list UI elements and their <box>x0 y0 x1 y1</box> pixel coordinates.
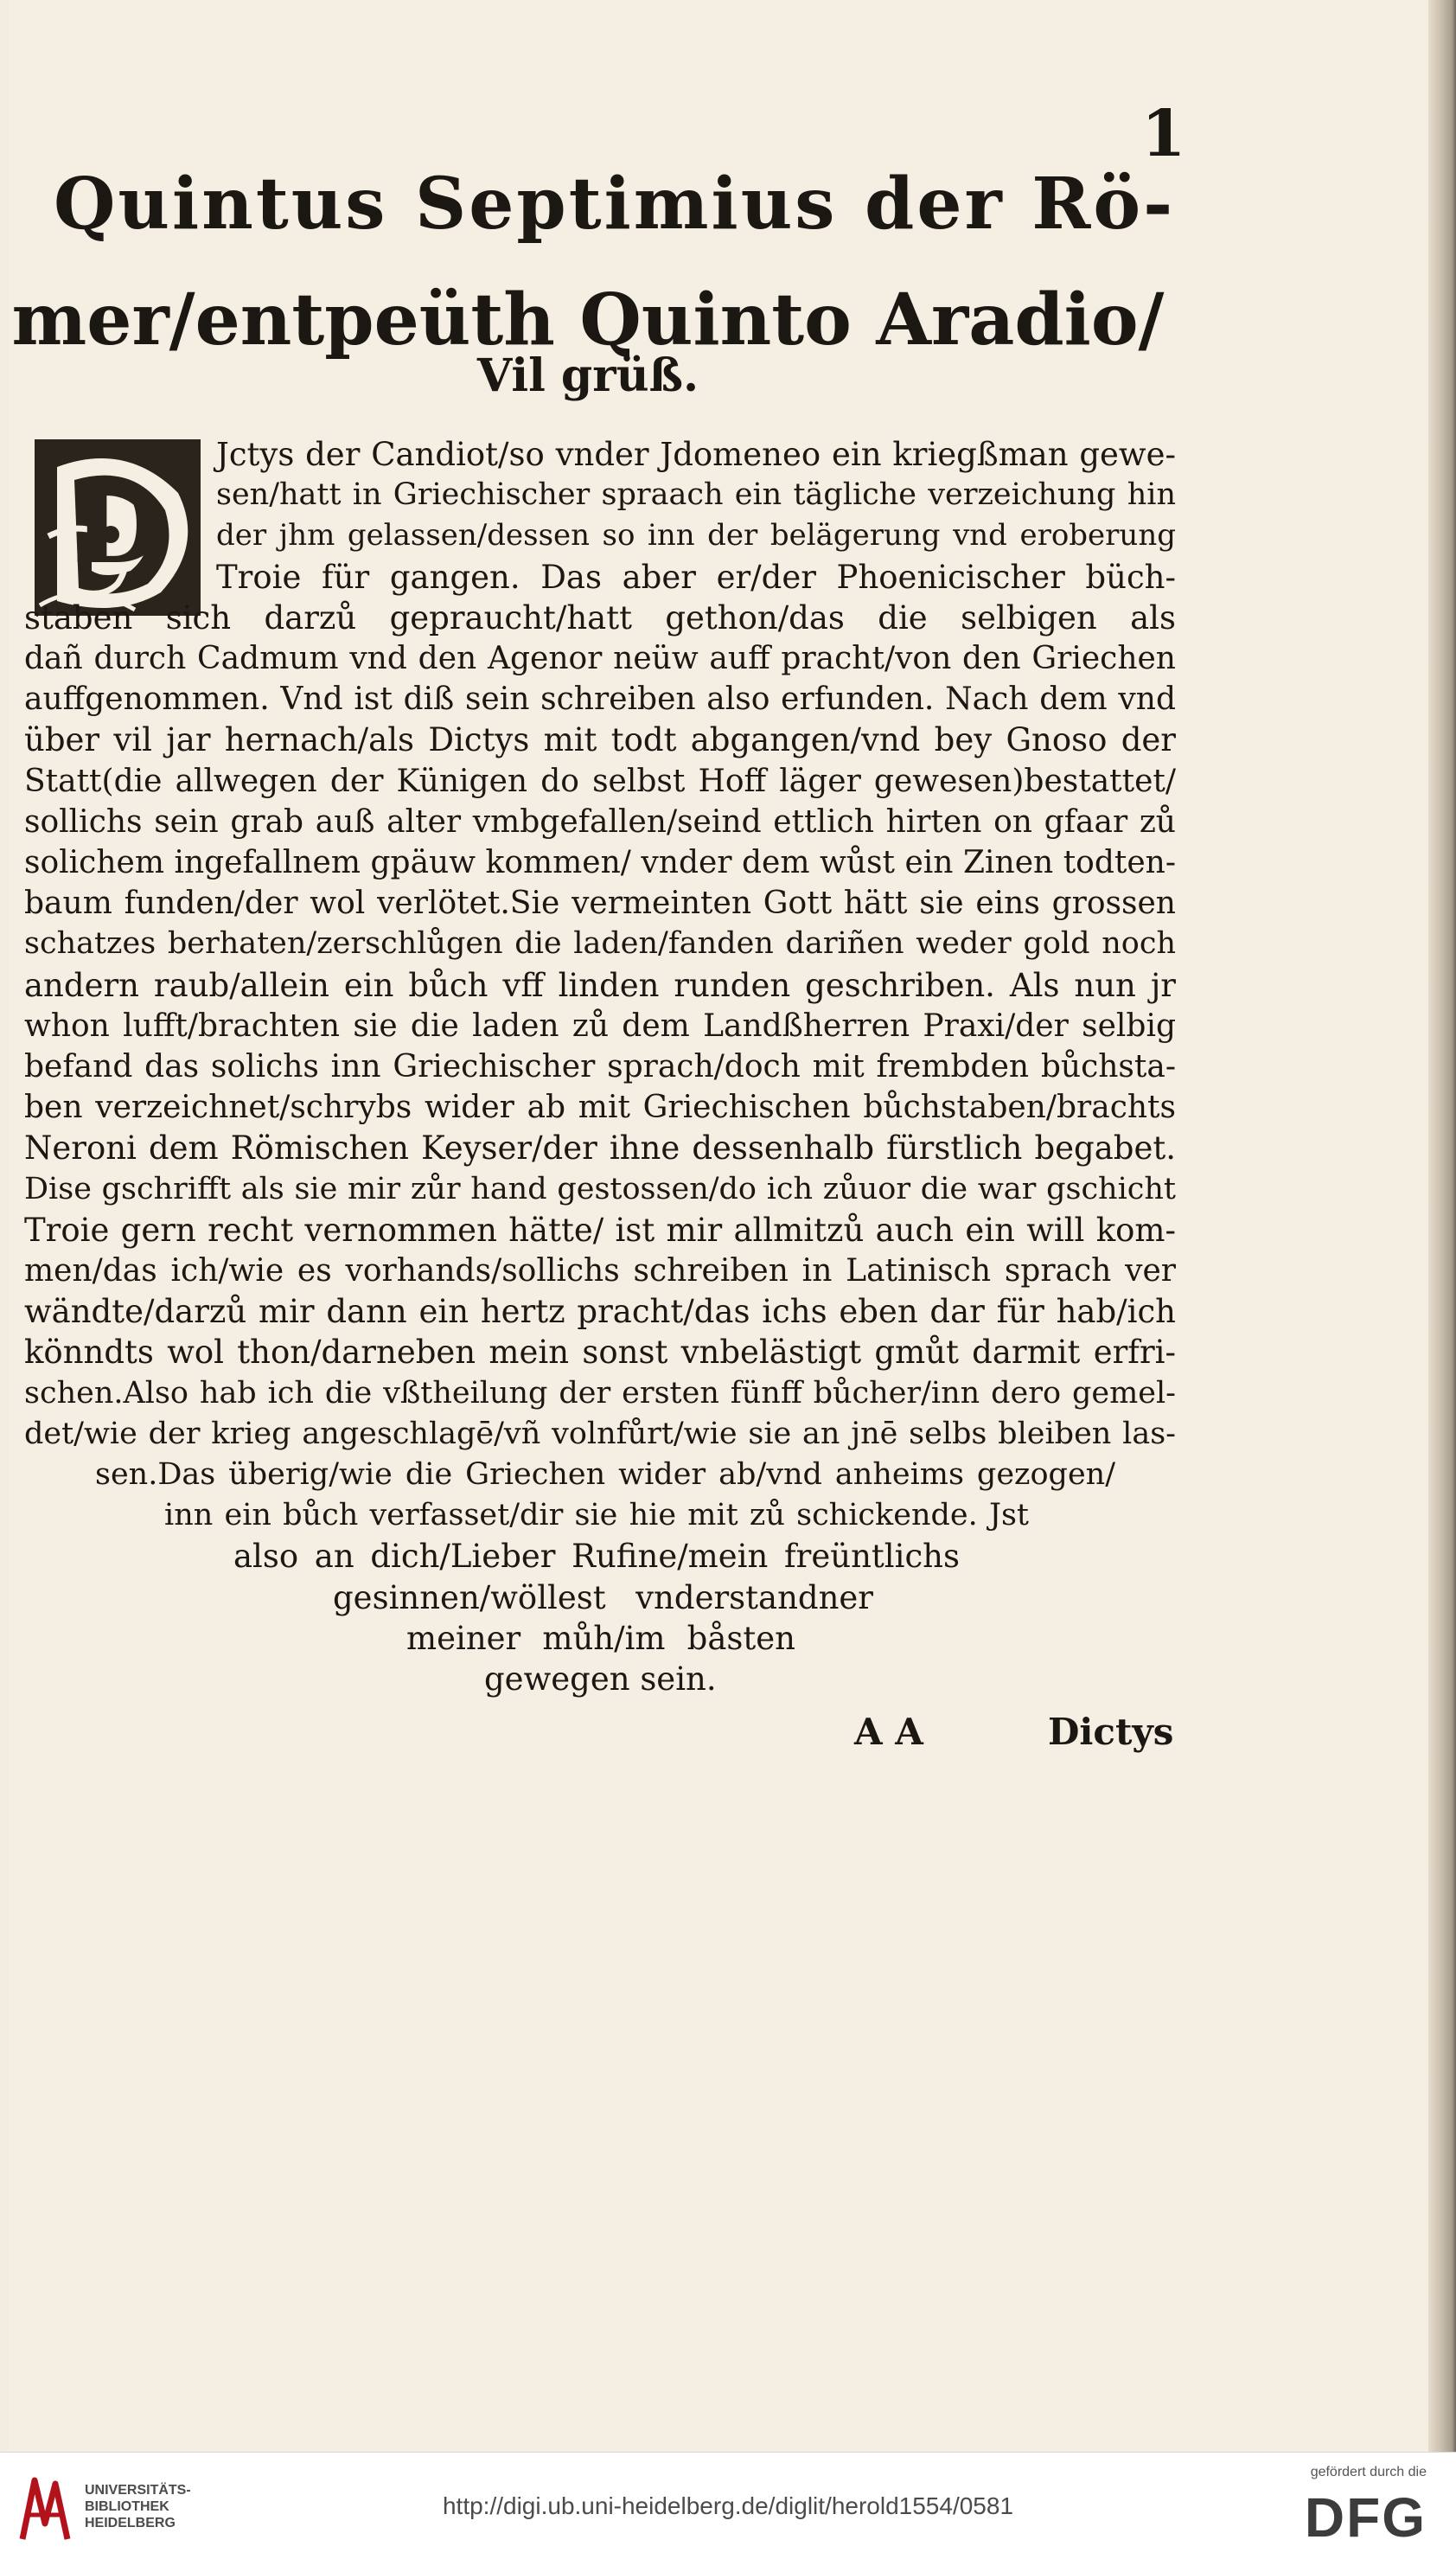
dfg-logo: DFG <box>1304 2486 1427 2549</box>
text-line: schatzes berhaten/zerschlůgen die laden/fanden dariñen weder gold noch <box>24 926 1176 962</box>
permalink-url[interactable]: http://digi.ub.uni-heidelberg.de/diglit/herold1554/0581 <box>442 2492 1014 2519</box>
library-name-line: UNIVERSITÄTS- <box>85 2483 191 2498</box>
text-line: andern raub/allein ein bůch vff linden runden geschriben. Als nun jr <box>24 966 1176 1004</box>
funded-by-label: gefördert durch die <box>1310 2465 1427 2479</box>
text-line: sen/hatt in Griechischer spraach ein tägliche verzeichung hin <box>216 477 1176 513</box>
text-line: baum funden/der wol verlötet.Sie vermeinten Gott hätt sie eins grossen <box>24 886 1176 922</box>
text-line: inn ein bůch verfasset/dir sie hie mit zů schickende. Jst <box>164 1498 1029 1533</box>
page-edge-shadow <box>1428 0 1456 2452</box>
initial-letter: D <box>72 465 163 587</box>
library-name-line: HEIDELBERG <box>85 2516 176 2530</box>
text-line: sollichs sein grab auß alter vmbgefallen/seind ettlich hirten on gfaar zů <box>24 803 1176 840</box>
text-line: Dise gschrifft als sie mir zůr hand gestossen/do ich zůuor die war gschicht <box>24 1171 1176 1206</box>
decorated-initial-d-icon <box>31 432 204 623</box>
title-line-2: mer/entpeüth Quinto Aradio/ <box>11 278 1165 361</box>
folio-number: 1 <box>1141 97 1186 171</box>
text-line: gesinnen/wöllest vnderstandner <box>333 1578 873 1616</box>
text-line: Jctys der Candiot/so vnder Jdomeneo ein kriegßman gewe- <box>216 436 1176 473</box>
text-line: solichem ingefallnem gpäuw kommen/ vnder dem wůst ein Zinen todten- <box>24 845 1176 880</box>
text-line: der jhm gelassen/dessen so inn der belägerung vnd eroberung <box>216 518 1176 553</box>
text-line: wändte/darzů mir dann ein hertz pracht/das ichs eben dar für hab/ich <box>24 1293 1176 1331</box>
signature-mark: A A <box>854 1711 923 1753</box>
text-line: sen.Das überig/wie die Griechen wider ab/vnd anheims gezogen/ <box>95 1457 1115 1492</box>
text-line: Troie für gangen. Das aber er/der Phoenicischer büch- <box>216 558 1176 596</box>
text-line: über vil jar hernach/als Dictys mit todt abgangen/vnd bey Gnoso der <box>24 721 1176 759</box>
text-line: Neroni dem Römischen Keyser/der ihne dessenhalb fürstlich begabet. <box>24 1129 1176 1168</box>
text-line: det/wie der krieg angeschlagē/vñ volnfůrt/wie sie an jnē selbs bleiben las- <box>24 1416 1176 1451</box>
title-line-1: Quintus Septimius der Rö- <box>54 163 1176 246</box>
text-line: ben verzeichnet/schrybs wider ab mit Griechischen bůchstaben/brachts <box>24 1090 1176 1126</box>
text-line: könndts wol thon/darneben mein sonst vnbelästigt gmůt darmit erfri- <box>24 1334 1176 1372</box>
text-line: meiner můh/im båsten <box>406 1619 795 1657</box>
catchword: Dictys <box>1048 1711 1174 1753</box>
text-line: dañ durch Cadmum vnd den Agenor neüw auff pracht/von den Griechen <box>24 641 1176 676</box>
text-line: Troie gern recht vernommen hätte/ ist mir allmitzů auch ein will kom- <box>24 1211 1176 1249</box>
text-line: whon lufft/brachten sie die laden zů dem Landßherren Praxi/der selbig <box>24 1008 1176 1044</box>
title-line-3: Vil grüß. <box>476 349 699 402</box>
text-line: schen.Also hab ich die vßtheilung der ersten fünff bůcher/inn dero gemel- <box>24 1375 1176 1411</box>
text-line: auffgenommen. Vnd ist diß sein schreiben also erfunden. Nach dem vnd <box>24 681 1176 718</box>
text-line: gewegen sein. <box>484 1660 717 1698</box>
viewer-footer <box>0 2452 1456 2559</box>
text-line: Statt(die allwegen der Künigen do selbst Hoff läger gewesen)bestattet/ <box>24 763 1176 799</box>
text-line: staben sich darzů gepraucht/hatt gethon/das die selbigen als <box>24 598 1176 637</box>
text-line: befand das solichs inn Griechischer sprach/doch mit frembden bůchsta- <box>24 1049 1176 1084</box>
text-line: men/das ich/wie es vorhands/sollichs schreiben in Latinisch sprach ver <box>24 1253 1176 1289</box>
text-line: also an dich/Lieber Rufine/mein freüntlichs <box>233 1538 960 1576</box>
library-name-line: BIBLIOTHEK <box>85 2499 169 2514</box>
